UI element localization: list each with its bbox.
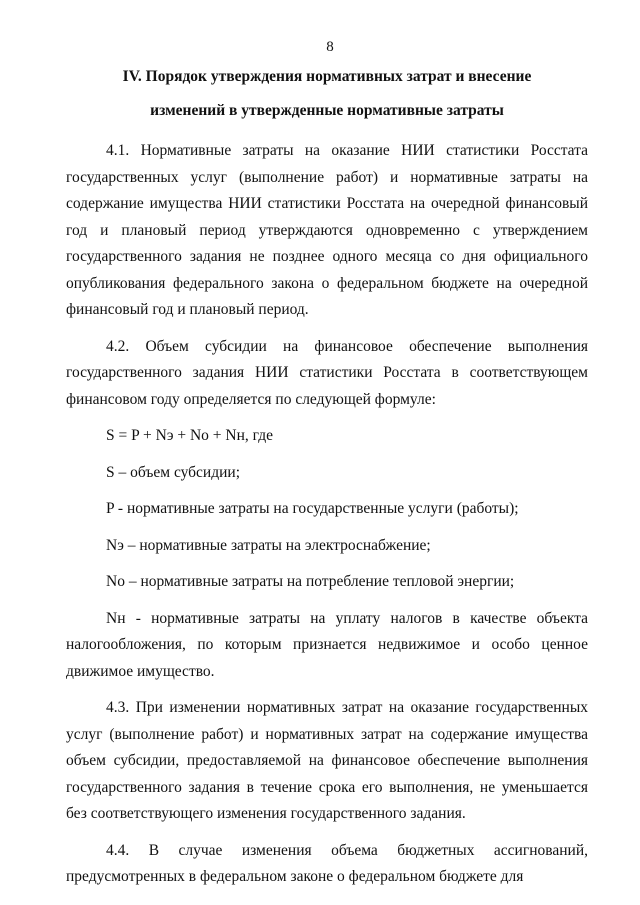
section-title — [66, 60, 588, 128]
definition-ne: Nэ – нормативные затраты на электроснабжение; — [106, 536, 431, 554]
formula: S = P + Nэ + No + Nн, где — [106, 427, 274, 444]
page-number: 8 — [326, 39, 334, 55]
paragraph-4-4: 4.4. В случае изменения объема бюджетных ассигнований, предусмотренных в федеральном законе о федеральном бюджете для — [66, 841, 588, 885]
definition-s: S – объем субсидии; — [106, 463, 241, 481]
definition-nn: Nн - нормативные затраты на уплату налогов в качестве объекта налогообложения, по которым признается недвижимое и особо ценное движимое имущество. — [66, 609, 588, 680]
paragraph-4-1: 4.1. Нормативные затраты на оказание НИИ статистики Росстата государственных услуг (выполнение работ) и нормативные затраты на содержание имущества НИИ статистики Росстата на очередной финансовый год и плановый период утверждаются одновременно с утверждением государственного задания не позднее одного месяца со дня официального опубликования федерального закона о федеральном бюджете на очередной финансовый год и плановый период. — [66, 142, 588, 318]
section-title-line-2: изменений в утвержденные нормативные затраты — [150, 102, 504, 119]
definition-p: P - нормативные затраты на государственные услуги (работы); — [106, 500, 519, 517]
section-title-line-1: IV. Порядок утверждения нормативных затрат и внесение — [122, 68, 532, 85]
paragraph-4-3: 4.3. При изменении нормативных затрат на оказание государственных услуг (выполнение работ) и нормативных затрат на содержание имущества объем субсидии, предоставляемой на финансовое обеспечение выполнения государственного задания в течение срока его выполнения, не уменьшается без соответствующего изменения государственного задания. — [66, 699, 588, 822]
definition-no: No – нормативные затраты на потребление тепловой энергии; — [106, 573, 515, 590]
paragraph-4-2: 4.2. Объем субсидии на финансовое обеспечение выполнения государственного задания НИИ статистики Росстата в соответствующем финансовом году определяется по следующей формуле: — [66, 337, 588, 408]
